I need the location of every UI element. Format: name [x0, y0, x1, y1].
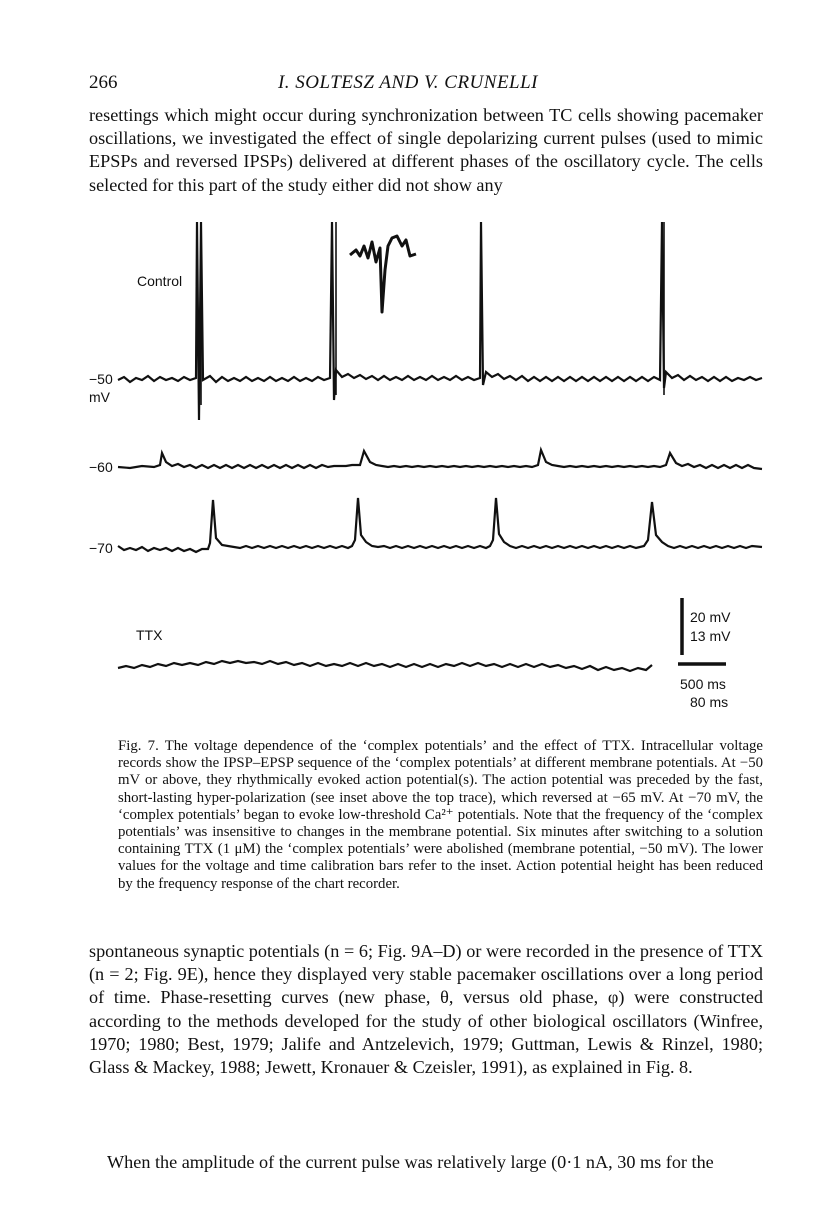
body-paragraph-bottom: spontaneous synaptic potentials (n = 6; Fig. 9A–D) or were recorded in the presence of TTX (n = 2; Fig. 9E), hence they displayed very stable pacemaker oscillations over a long period of time. Phase-resetting curves (new phase, θ, versus old phase, φ) were constructed according to the methods developed for the study of other biological oscillators (Winfree, 1970; 1980; Best, 1979; Jalife and Antzelevich, 1979; Guttman, Lewis & Rinzel, 1980; Glass & Mackey, 1988; Jewett, Kronauer & Czeisler, 1991), as explained in Fig. 8. — [89, 941, 763, 1078]
running-title: I. SOLTESZ AND V. CRUNELLI — [277, 72, 539, 93]
label-scale-13mv: 13 mV — [690, 628, 731, 644]
trace-ttx — [118, 661, 652, 671]
inset-action-potential-trace — [350, 236, 416, 312]
label-minus70: −70 — [89, 540, 113, 556]
label-control: Control — [137, 273, 183, 289]
label-minus50: −50 — [89, 371, 113, 387]
label-mv: mV — [89, 389, 110, 405]
trace-minus50 — [118, 222, 762, 420]
label-scale-20mv: 20 mV — [690, 609, 731, 625]
page-number: 266 — [89, 72, 118, 93]
label-scale-80ms: 80 ms — [690, 694, 729, 710]
trace-minus70 — [118, 498, 762, 552]
figure-caption: Fig. 7. The voltage dependence of the ‘complex potentials’ and the effect of TTX. Intracellular voltage records show the IPSP–EPSP sequence of the ‘complex potentials’ at different membrane potentials. At −50 mV or above, they rhythmically evoked action potential(s). The action potential was preceded by the fast, short-lasting hyper-polarization (see inset above the top trace), which reversed at −65 mV. At −70 mV, the ‘complex potentials’ began to evoke low-threshold Ca²⁺ potentials. Note that the frequency of the ‘complex potentials’ was insensitive to changes in the membrane potential. Six minutes after switching to a solution containing TTX (1 μM) the ‘complex potentials’ were abolished (membrane potential, −50 mV). The lower values for the voltage and time calibration bars refer to the inset. Action potential height has been reduced by the frequency response of the chart recorder. — [118, 738, 763, 892]
label-minus60: −60 — [89, 459, 113, 475]
body-paragraph-top: resettings which might occur during synchronization between TC cells showing pacemaker oscillations, we investigated the effect of single depolarizing current pulses (used to mimic EPSPs and reversed IPSPs) delivered at different phases of the oscillatory cycle. The cells selected for this part of the study either did not show any — [89, 105, 763, 195]
label-ttx: TTX — [136, 627, 163, 643]
label-scale-500ms: 500 ms — [680, 676, 726, 692]
trace-minus60 — [118, 450, 762, 469]
body-paragraph-last: When the amplitude of the current pulse was relatively large (0·1 nA, 30 ms for the — [107, 1152, 714, 1172]
